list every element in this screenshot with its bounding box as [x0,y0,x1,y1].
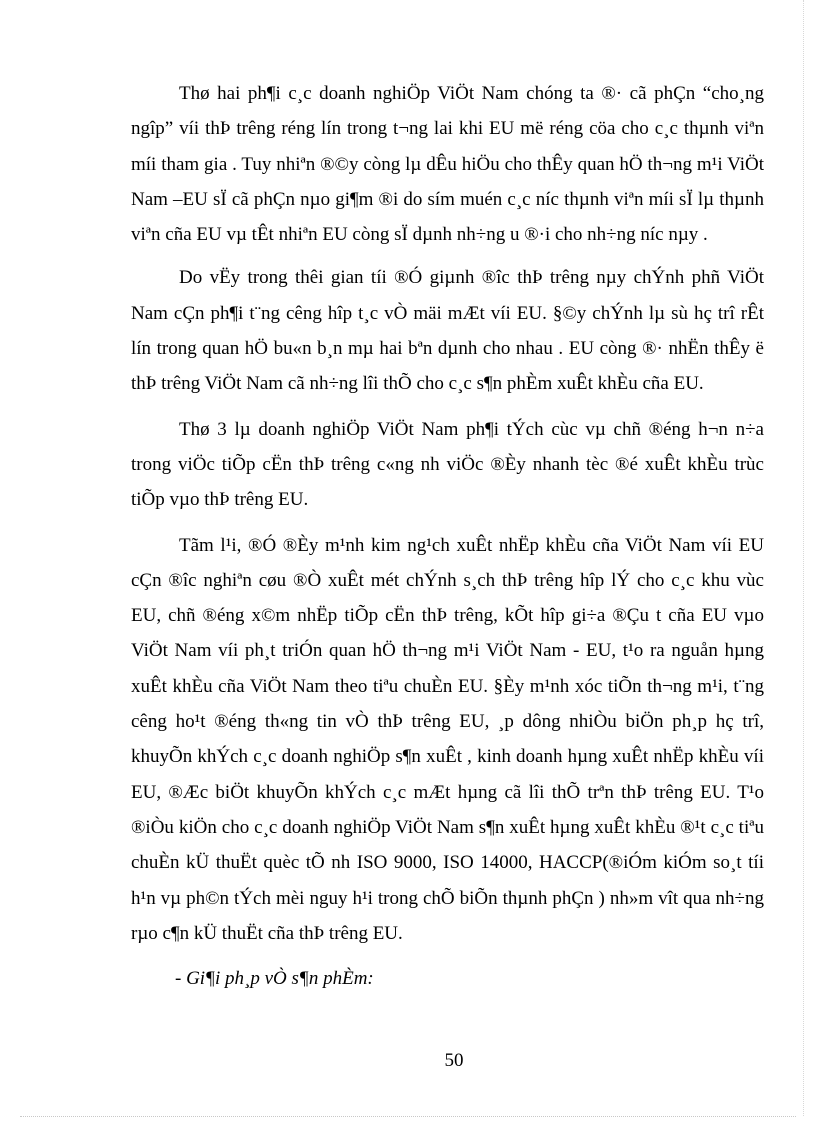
page-right-divider [803,0,804,1116]
page-number: 50 [444,1050,464,1071]
page-bottom-divider [20,1116,796,1117]
body-text [131,76,764,996]
paragraph-1: Thø hai ph¶i c¸c doanh nghiÖp ViÖt Nam chóng ta ®· cã phÇn “cho¸ng ngîp” víi thÞ trêng réng lín trong t¬ng lai khi EU më réng cöa cho c¸c thµnh viªn míi tham gia . Tuy nhiªn ®©y còng lµ dÊu hiÖu cho thÊy quan hÖ th¬ng m¹i ViÖt Nam –EU sÏ cã phÇn nµo gi¶m ®i do sím muén c¸c níc thµnh viªn míi sÏ lµ thµnh viªn cña EU vµ tÊt nhiªn EU còng sÏ dµnh nh÷ng u ®·i cho nh÷ng níc nµy . [131,83,764,246]
paragraph-3: Thø 3 lµ doanh nghiÖp ViÖt Nam ph¶i tÝch cùc vµ chñ ®éng h¬n n÷a trong viÖc tiÕp cËn thÞ trêng c«ng nh viÖc ®Èy nhanh tèc ®é xuÊt khÈu trùc tiÕp vµo thÞ trêng EU. [131,418,764,511]
paragraph-2: Do vËy trong thêi gian tíi ®Ó giµnh ®îc thÞ trêng nµy chÝnh phñ ViÖt Nam cÇn ph¶i t¨ng cêng hîp t¸c vÒ mäi mÆt víi EU. §©y chÝnh lµ sù hç trî rÊt lín trong quan hÖ bu«n b¸n mµ hai bªn dµnh cho nhau . EU còng ®· nhËn thÊy ë thÞ trêng ViÖt Nam cã nh÷ng lîi thÕ cho c¸c s¶n phÈm xuÊt khÈu cña EU. [131,267,764,395]
section-subheading: - Gi¶i ph¸p vÒ s¶n phÈm: [175,968,374,990]
paragraph-4: Tãm l¹i, ®Ó ®Èy m¹nh kim ng¹ch xuÊt nhËp khÈu cña ViÖt Nam víi EU cÇn ®îc nghiªn cøu ®Ò xuÊt mét chÝnh s¸ch thÞ trêng hîp lÝ cho c¸c khu vùc EU, chñ ®éng x©m nhËp tiÕp cËn thÞ trêng, kÕt hîp gi÷a ®Çu t cña EU vµo ViÖt Nam víi ph¸t triÓn quan hÖ th¬ng m¹i ViÖt Nam - EU, t¹o ra nguån hµng xuÊt khÈu cña ViÖt Nam theo tiªu chuÈn EU. §Èy m¹nh xóc tiÕn th¬ng m¹i, t¨ng cêng ho¹t ®éng th«ng tin vÒ thÞ trêng EU, ¸p dông nhiÒu biÖn ph¸p hç trî, khuyÕn khÝch c¸c doanh nghiÖp s¶n xuÊt , kinh doanh hµng xuÊt nhËp khÈu víi EU, ®Æc biÖt khuyÕn khÝch c¸c mÆt hµng cã lîi thÕ trªn thÞ trêng EU. T¹o ®iÒu kiÖn cho c¸c doanh nghiÖp ViÖt Nam s¶n xuÊt hµng xuÊt khÈu ®¹t c¸c tiªu chuÈn kÜ thuËt quèc tÕ nh ISO 9000, ISO 14000, HACCP(®iÓm kiÓm so¸t tíi h¹n vµ ph©n tÝch mèi nguy h¹i trong chÕ biÕn thµnh phÇn ) nh»m vît qua nh÷ng rµo c¶n kÜ thuËt cña thÞ trêng EU. [131,534,764,944]
